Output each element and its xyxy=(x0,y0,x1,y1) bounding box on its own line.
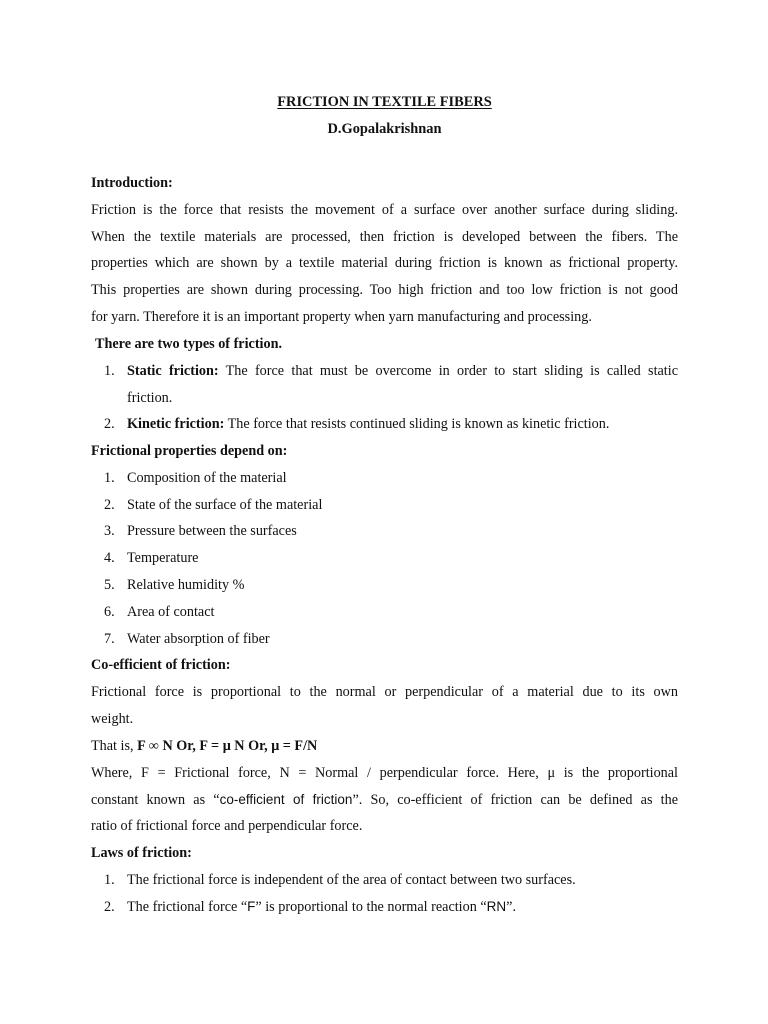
laws-heading: Laws of friction: xyxy=(91,845,192,861)
list-number: 2. xyxy=(104,497,115,513)
term-static-friction: Static friction: xyxy=(127,363,219,379)
introduction-line: properties which are shown by a textile material during friction is known as frictional property. xyxy=(91,255,678,271)
list-text xyxy=(127,362,678,380)
list-text: Relative humidity % xyxy=(127,577,245,593)
coefficient-term: co-efficient of friction xyxy=(219,792,353,807)
list-text: Pressure between the surfaces xyxy=(127,523,297,539)
types-heading: There are two types of friction. xyxy=(95,336,283,352)
introduction-line: for yarn. Therefore it is an important property when yarn manufacturing and processing. xyxy=(91,309,592,325)
term-kinetic-friction: Kinetic friction: xyxy=(127,416,225,432)
document-title xyxy=(91,93,678,111)
list-number: 7. xyxy=(104,631,115,647)
list-number: 4. xyxy=(104,550,115,566)
document-title-text: FRICTION IN TEXTILE FIBERS xyxy=(277,94,492,110)
list-number: 2. xyxy=(104,416,115,432)
introduction-heading: Introduction: xyxy=(91,175,173,191)
coefficient-heading: Co-efficient of friction: xyxy=(91,657,231,673)
where-line: Where, F = Frictional force, N = Normal / perpendicular force. Here, μ is the proportional xyxy=(91,765,678,781)
list-number: 6. xyxy=(104,604,115,620)
introduction-line: When the textile materials are processed, then friction is developed between the fibers. The xyxy=(91,229,678,245)
where-line: ratio of frictional force and perpendicular force. xyxy=(91,818,363,834)
formula-line xyxy=(91,737,678,755)
list-text: Area of contact xyxy=(127,604,215,620)
where-text: constant known as “ xyxy=(91,792,220,808)
list-text: State of the surface of the material xyxy=(127,497,323,513)
where-text: ”. So, co-efficient of friction can be defined as the xyxy=(352,792,678,808)
introduction-line: This properties are shown during processing. Too high friction and too low friction is not good xyxy=(91,282,678,298)
introduction-line: Friction is the force that resists the movement of a surface over another surface during sliding. xyxy=(91,202,678,218)
law-text: The frictional force “ xyxy=(127,899,248,915)
list-item-continuation: friction. xyxy=(127,390,173,406)
definition-text: The force that must be overcome in order to start sliding is called static xyxy=(218,363,678,379)
where-line xyxy=(91,791,678,809)
list-text xyxy=(127,898,678,916)
list-number: 1. xyxy=(104,470,115,486)
list-text: Water absorption of fiber xyxy=(127,631,270,647)
law-text: ”. xyxy=(506,899,517,915)
symbol-f: F xyxy=(247,899,256,914)
list-text: Temperature xyxy=(127,550,199,566)
list-number: 3. xyxy=(104,523,115,539)
list-number: 2. xyxy=(104,899,115,915)
list-number: 1. xyxy=(104,872,115,888)
coefficient-line: Frictional force is proportional to the normal or perpendicular of a material due to its own xyxy=(91,684,678,700)
formula-prefix: That is, xyxy=(91,738,138,754)
friction-formula: F ∞ N Or, F = μ N Or, μ = F/N xyxy=(137,738,318,754)
document-author: D.Gopalakrishnan xyxy=(327,121,442,137)
list-text: Composition of the material xyxy=(127,470,287,486)
symbol-rn: RN xyxy=(486,899,507,914)
coefficient-line: weight. xyxy=(91,711,134,727)
list-text: The frictional force is independent of the area of contact between two surfaces. xyxy=(127,872,576,888)
list-number: 1. xyxy=(104,363,115,379)
list-text xyxy=(127,415,678,433)
depends-heading: Frictional properties depend on: xyxy=(91,443,288,459)
law-text: ” is proportional to the normal reaction “ xyxy=(255,899,487,915)
definition-text: The force that resists continued sliding is known as kinetic friction. xyxy=(224,416,610,432)
list-number: 5. xyxy=(104,577,115,593)
